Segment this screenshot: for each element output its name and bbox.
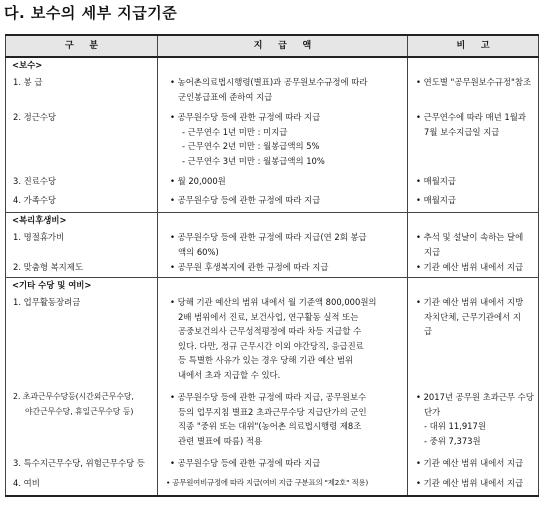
section-title-pay: <보수> — [6, 57, 158, 73]
row-label: 4. 가족수당 — [6, 192, 158, 213]
table-header-row — [6, 35, 539, 57]
row-amount: • 당해 기관 예산의 범위 내에서 월 기준액 800,000원의 2배 범위에서 진료, 보건사업, 연구활동 실적 또는 공중보건의사 근무성적평정에 따라 차등 지급할 수 있다. 다만, 정규 근무시간 이외 야간당직, 응급진료 등 특별한 사유가 있는 경우 당해 기관 예산 범위 내에서 초과 지급할 수 있다. — [158, 293, 408, 387]
row-amount: • 공무원수당 등에 관한 규정에 따라 지급, 공무원보수 등의 업무지침 별표2 초과근무수당 지급단가의 군인 직종 "중위 또는 대위"(농어촌 의료법시행령 제8조 관련 별표에 따름) 적용 — [158, 387, 408, 454]
row-note: • 매월지급 — [408, 192, 539, 213]
row-label: 2. 맞춤형 복지제도 — [6, 260, 158, 278]
section-title-etc: <기타 수당 및 여비> — [6, 278, 158, 294]
row-amount: • 공무원수당 등에 관한 규정에 따라 지급 - 근무연수 1년 미만 : 미지급 - 근무연수 2년 미만 : 월봉급액의 5% - 근무연수 3년 미만 : 월봉급액의 10% — [158, 109, 408, 172]
table-row — [6, 387, 539, 454]
row-amount: • 공무원수당 등에 관한 규정에 따라 지급 — [158, 454, 408, 475]
row-note: • 2017년 공무원 초과근무 수당 단가 - 대위 11,917원 - 중위 7,373원 — [408, 387, 539, 454]
row-label: 2. 정근수당 — [6, 109, 158, 172]
table-row — [6, 109, 539, 172]
row-label: 1. 명절휴가비 — [6, 228, 158, 260]
row-note: • 기관 예산 범위 내에서 지급 — [408, 260, 539, 278]
table-row — [6, 172, 539, 192]
pay-standard-table — [5, 34, 539, 497]
table-row — [6, 228, 539, 260]
row-note: • 기관 예산 범위 내에서 지급 — [408, 475, 539, 496]
table-row — [6, 260, 539, 278]
row-amount: • 공무원수당 등에 관한 규정에 따라 지급 — [158, 192, 408, 213]
section-title-welfare: <복리후생비> — [6, 213, 158, 229]
row-label: 1. 봉 급 — [6, 73, 158, 109]
row-label: 4. 여비 — [6, 475, 158, 496]
row-amount: • 농어촌의료법시행령(별표)과 공무원보수규정에 따라 군인봉급표에 준하여 지급 — [158, 73, 408, 109]
header-amount: 지 급 액 — [158, 35, 408, 57]
header-category: 구 분 — [6, 35, 158, 57]
row-note: • 추석 및 설날이 속하는 달에 지급 — [408, 228, 539, 260]
row-note: • 기관 예산 범위 내에서 지급 — [408, 454, 539, 475]
row-note: • 매월지급 — [408, 172, 539, 192]
section-row-etc — [6, 278, 539, 294]
row-amount: • 공무원 후생복지에 관한 규정에 따라 지급 — [158, 260, 408, 278]
row-label: 3. 진료수당 — [6, 172, 158, 192]
row-label: 3. 특수지근무수당, 위험근무수당 등 — [6, 454, 158, 475]
table-row — [6, 192, 539, 213]
row-note: • 근무연수에 따라 매년 1월과 7월 보수지급일 지급 — [408, 109, 539, 172]
document-title: 다. 보수의 세부 지급기준 — [4, 4, 178, 22]
row-note: • 연도별 "공무원보수규정"참조 — [408, 73, 539, 109]
section-row-pay — [6, 57, 539, 73]
row-amount: • 월 20,000원 — [158, 172, 408, 192]
row-label: 1. 업무활동장려금 — [6, 293, 158, 387]
row-amount: • 공무원여비규정에 따라 지급(여비 지급 구분표의 "제2호" 적용) — [158, 475, 408, 496]
table-row — [6, 293, 539, 387]
row-label: 2. 초과근무수당등(시간외근무수당, 야간근무수당, 휴일근무수당 등) — [6, 387, 158, 454]
section-row-welfare — [6, 213, 539, 229]
row-amount: • 공무원수당 등에 관한 규정에 따라 지급(연 2회 봉급 액의 60%) — [158, 228, 408, 260]
row-note: • 기관 예산 범위 내에서 지방 자치단체, 근무기관에서 지 급 — [408, 293, 539, 387]
table-row — [6, 454, 539, 475]
header-note: 비 고 — [408, 35, 539, 57]
table-row — [6, 475, 539, 496]
table-row — [6, 73, 539, 109]
